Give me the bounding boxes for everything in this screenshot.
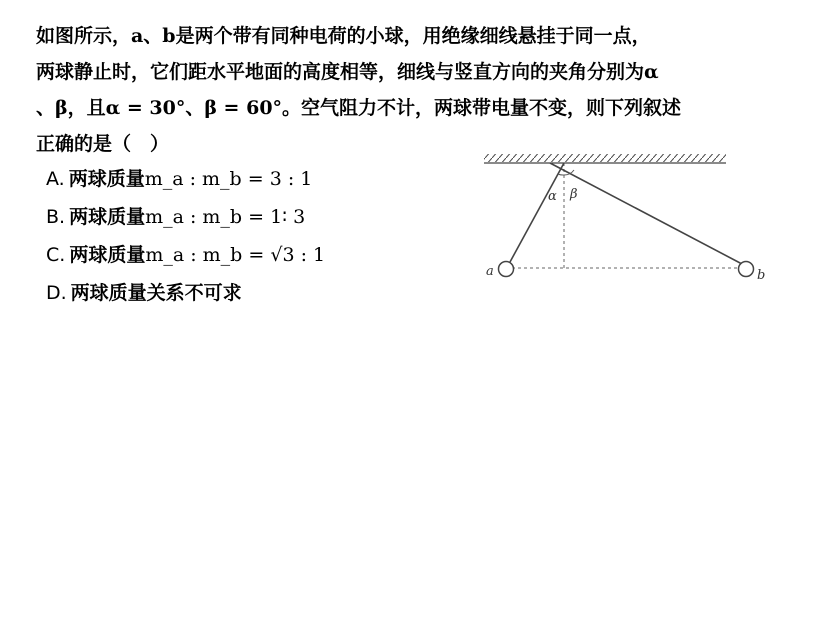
ceiling-hatching xyxy=(484,154,726,162)
option-letter: B. xyxy=(46,206,66,228)
thread-a xyxy=(510,163,564,262)
option-letter: C. xyxy=(46,244,66,266)
angle-alpha-arc xyxy=(558,174,564,175)
physics-diagram xyxy=(478,150,778,290)
option-letter: A. xyxy=(46,168,65,190)
option-b[interactable] xyxy=(46,198,325,236)
option-text: 两球质量关系不可求 xyxy=(70,282,242,304)
label-b: b xyxy=(757,268,766,283)
thread-b xyxy=(550,163,742,264)
option-letter: D. xyxy=(46,282,67,304)
option-text: 两球质量 xyxy=(69,244,146,266)
option-text: 两球质量 xyxy=(68,168,145,190)
answer-options xyxy=(46,160,325,312)
option-formula: m_a : m_b = 3 : 1 xyxy=(144,168,313,190)
option-text: 两球质量 xyxy=(69,206,146,228)
option-d[interactable] xyxy=(46,274,325,312)
option-formula: m_a : m_b = √3 : 1 xyxy=(145,244,326,266)
label-beta: β xyxy=(570,187,578,202)
question-line: 、β，且α = 30°、β = 60°。空气阻力不计，两球带电量不变，则下列叙述 xyxy=(36,97,682,119)
ball-b xyxy=(739,262,754,277)
option-c[interactable] xyxy=(46,236,325,274)
option-a[interactable] xyxy=(46,160,325,198)
diagram-svg xyxy=(478,150,778,290)
question-line: 两球静止时，它们距水平地面的高度相等，细线与竖直方向的夹角分别为α xyxy=(36,61,659,83)
ball-a xyxy=(499,262,514,277)
option-formula: m_a : m_b = 1∶ 3 xyxy=(145,206,306,228)
question-line: 正确的是（ ） xyxy=(36,133,170,155)
label-alpha: α xyxy=(548,189,557,204)
label-a: a xyxy=(486,264,494,279)
question-stem xyxy=(36,18,806,162)
question-line: 如图所示，a、b是两个带有同种电荷的小球，用绝缘细线悬挂于同一点， xyxy=(36,25,651,47)
